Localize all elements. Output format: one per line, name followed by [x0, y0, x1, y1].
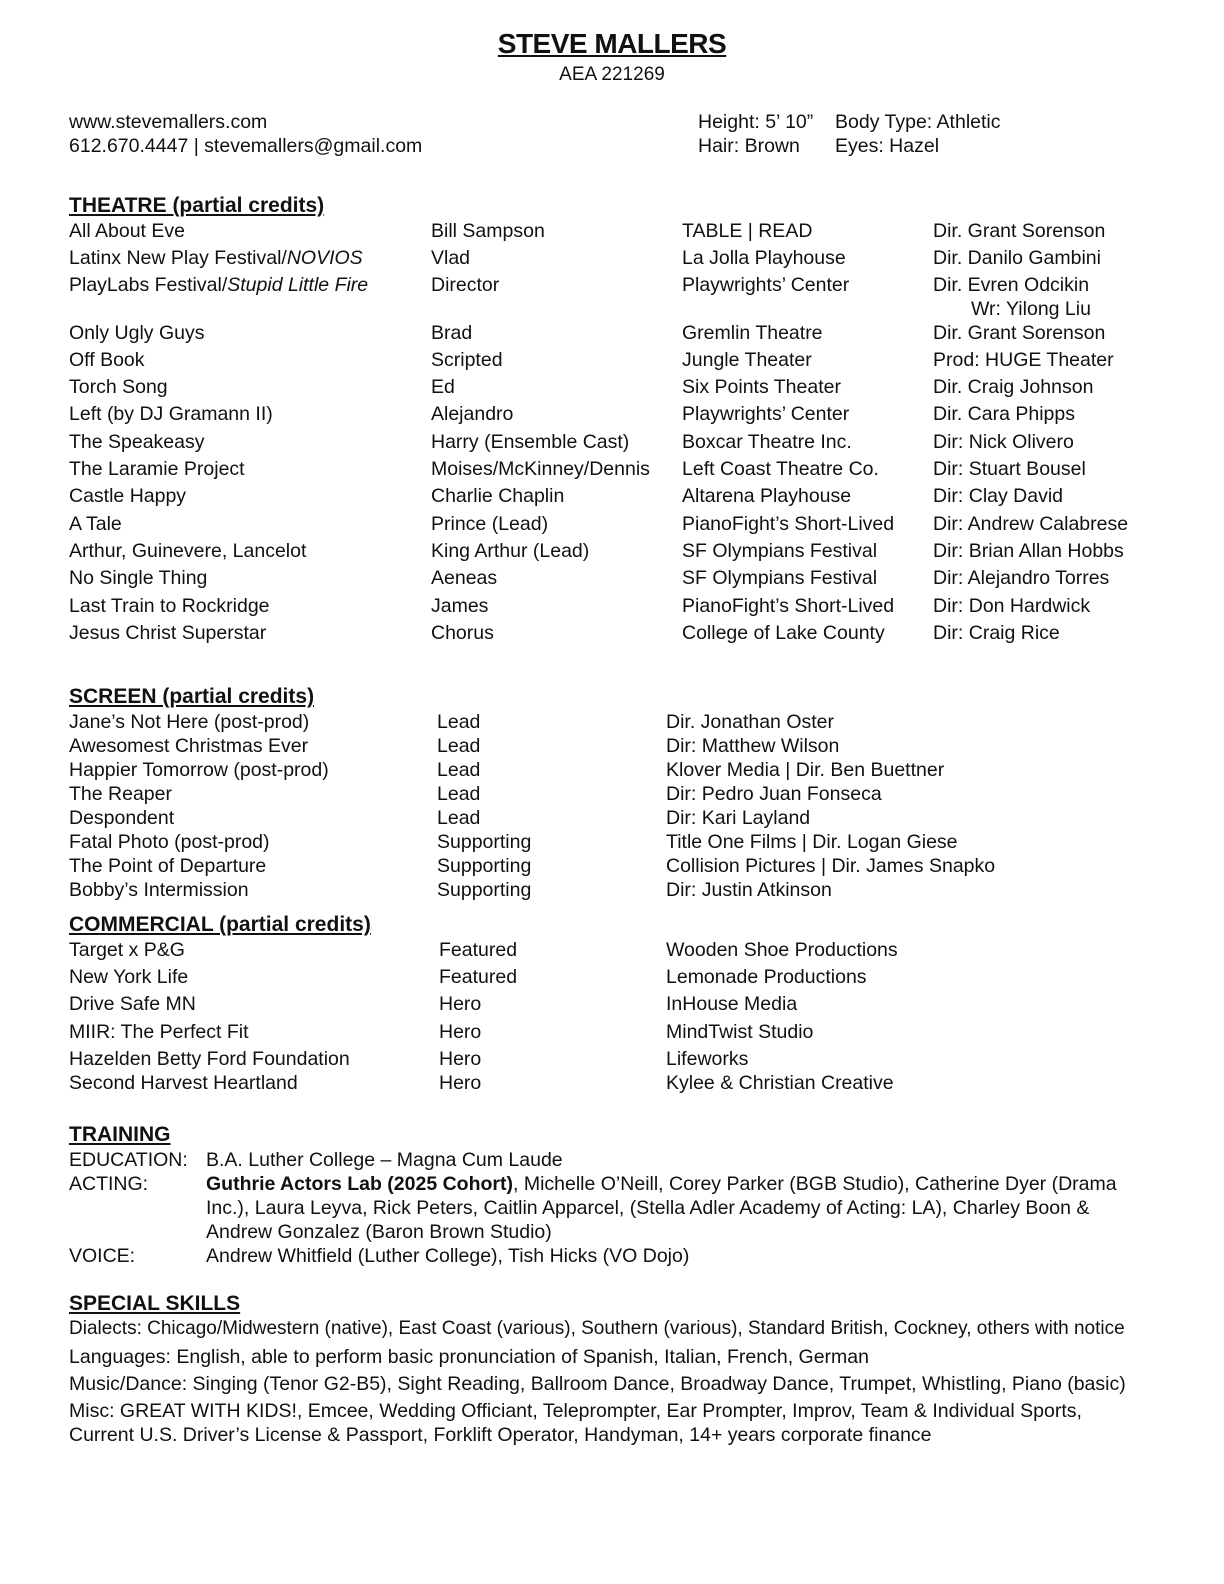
- credit-title: Target x P&G: [69, 939, 185, 961]
- credit-title: [69, 246, 363, 270]
- credit-title: Drive Safe MN: [69, 993, 196, 1015]
- website-link[interactable]: www.stevemallers.com: [69, 111, 268, 133]
- credit-title: Jane’s Not Here (post-prod): [69, 711, 310, 733]
- commercial-row: [0, 965, 1224, 991]
- credit-role: Scripted: [431, 349, 503, 371]
- credit-role: Featured: [439, 939, 518, 961]
- credit-role: Charlie Chaplin: [431, 485, 565, 507]
- credit-venue: Playwrights’ Center: [682, 274, 850, 296]
- credit-director: Dir. Jonathan Oster: [666, 711, 834, 733]
- credit-title-prefix: PlayLabs Festival/: [69, 274, 228, 296]
- skills-heading: SPECIAL SKILLS: [69, 1292, 241, 1315]
- screen-row: [0, 710, 1224, 736]
- credit-title: Left (by DJ Gramann II): [69, 403, 273, 425]
- hair-stat: Hair: Brown: [698, 135, 800, 157]
- credit-title: Hazelden Betty Ford Foundation: [69, 1048, 350, 1070]
- credit-title: The Point of Departure: [69, 855, 267, 877]
- commercial-heading: COMMERCIAL (partial credits): [69, 913, 371, 936]
- commercial-row: [0, 1020, 1224, 1046]
- credit-venue: PianoFight’s Short-Lived: [682, 595, 895, 617]
- credit-role: Ed: [431, 376, 455, 398]
- credit-venue: Altarena Playhouse: [682, 485, 852, 507]
- credit-director: Title One Films | Dir. Logan Giese: [666, 831, 958, 853]
- theatre-row: [0, 273, 1224, 321]
- credit-director: Dir. Grant Sorenson: [933, 322, 1106, 344]
- credit-venue: SF Olympians Festival: [682, 567, 878, 589]
- credit-role: Hero: [439, 1021, 482, 1043]
- training-heading: TRAINING: [69, 1123, 171, 1146]
- theatre-row: [0, 348, 1224, 374]
- theatre-row: [0, 539, 1224, 565]
- credit-company: Wooden Shoe Productions: [666, 939, 898, 961]
- credit-role: Brad: [431, 322, 473, 344]
- credit-director: Prod: HUGE Theater: [933, 349, 1114, 371]
- theatre-row: [0, 402, 1224, 428]
- voice-label: VOICE:: [69, 1245, 136, 1267]
- acting-rest: , Michelle O’Neill, Corey Parker (BGB Studio), Catherine Dyer (Drama Inc.), Laura Leyva, Rick Peters, Caitlin Apparcel, (Stella Adler Academy of Acting: LA), Charley Boon & Andrew Gonzalez (Baron Brown Studio): [206, 1173, 1117, 1243]
- credit-title: A Tale: [69, 513, 122, 535]
- credit-company: Lifeworks: [666, 1048, 749, 1070]
- credit-title: Happier Tomorrow (post-prod): [69, 759, 329, 781]
- credit-venue: PianoFight’s Short-Lived: [682, 513, 895, 535]
- credit-role: Director: [431, 274, 500, 296]
- credit-role: Alejandro: [431, 403, 514, 425]
- credit-title-prefix: Latinx New Play Festival/: [69, 247, 287, 269]
- theatre-row: [0, 246, 1224, 272]
- credit-director: Dir. Cara Phipps: [933, 403, 1075, 425]
- body-type-stat: Body Type: Athletic: [835, 111, 1001, 133]
- actor-name: STEVE MALLERS: [497, 28, 727, 59]
- credit-title: Awesomest Christmas Ever: [69, 735, 309, 757]
- credit-title: Second Harvest Heartland: [69, 1072, 298, 1094]
- screen-row: [0, 734, 1224, 760]
- credit-title-italic: NOVIOS: [286, 247, 363, 269]
- credit-director: Collision Pictures | Dir. James Snapko: [666, 855, 996, 877]
- credit-role: Lead: [437, 711, 481, 733]
- credit-title: The Speakeasy: [69, 431, 205, 453]
- credit-role: Supporting: [437, 855, 532, 877]
- screen-row: [0, 854, 1224, 880]
- theatre-row: [0, 594, 1224, 620]
- credit-company: Kylee & Christian Creative: [666, 1072, 894, 1094]
- credit-title: [69, 273, 368, 297]
- credit-role: Hero: [439, 993, 482, 1015]
- skill-music-dance: Music/Dance: Singing (Tenor G2-B5), Sight Reading, Ballroom Dance, Broadway Dance, Trumpet, Whistling, Piano (basic): [69, 1373, 1126, 1395]
- credit-title: No Single Thing: [69, 567, 208, 589]
- theatre-row: [0, 321, 1224, 347]
- commercial-row: [0, 992, 1224, 1018]
- skill-misc: Misc: GREAT WITH KIDS!, Emcee, Wedding Officiant, Teleprompter, Ear Prompter, Improv, Team & Individual Sports, Current U.S. Driver’s License & Passport, Forklift Operator, Handyman, 14+ years corporate finance: [69, 1400, 1082, 1446]
- credit-venue: College of Lake County: [682, 622, 885, 644]
- credit-venue: Gremlin Theatre: [682, 322, 823, 344]
- credit-title: Fatal Photo (post-prod): [69, 831, 270, 853]
- credit-venue: TABLE | READ: [682, 220, 813, 242]
- credit-venue: SF Olympians Festival: [682, 540, 878, 562]
- credit-title: Jesus Christ Superstar: [69, 622, 267, 644]
- credit-director: Dir: Andrew Calabrese: [933, 513, 1129, 535]
- credit-title: Bobby’s Intermission: [69, 879, 249, 901]
- credit-role: Hero: [439, 1072, 482, 1094]
- union-number: AEA 221269: [559, 64, 665, 85]
- credit-role: Aeneas: [431, 567, 498, 589]
- credit-role: King Arthur (Lead): [431, 540, 590, 562]
- credit-role: Harry (Ensemble Cast): [431, 431, 630, 453]
- screen-row: [0, 830, 1224, 856]
- credit-role: Moises/McKinney/Dennis: [431, 458, 650, 480]
- credit-venue: Six Points Theater: [682, 376, 841, 398]
- theatre-row: [0, 484, 1224, 510]
- credit-venue: Playwrights’ Center: [682, 403, 850, 425]
- credit-director: Dir: Matthew Wilson: [666, 735, 840, 757]
- credit-director: Dir: Nick Olivero: [933, 431, 1074, 453]
- credit-director: Dir. Danilo Gambini: [933, 247, 1101, 269]
- credit-title: Torch Song: [69, 376, 168, 398]
- credit-writer: Wr: Yilong Liu: [971, 298, 1091, 320]
- commercial-row: [0, 1047, 1224, 1073]
- credit-title: Only Ugly Guys: [69, 322, 205, 344]
- theatre-row: [0, 621, 1224, 647]
- theatre-row: [0, 430, 1224, 456]
- screen-heading: SCREEN (partial credits): [69, 685, 315, 708]
- credit-role: Supporting: [437, 831, 532, 853]
- credit-role: Chorus: [431, 622, 494, 644]
- credit-title: Despondent: [69, 807, 175, 829]
- skill-languages: Languages: English, able to perform basic pronunciation of Spanish, Italian, French, German: [69, 1346, 869, 1368]
- credit-director: Dir: Stuart Bousel: [933, 458, 1086, 480]
- contact-info[interactable]: 612.670.4447 | stevemallers@gmail.com: [69, 135, 423, 157]
- credit-role: Lead: [437, 783, 481, 805]
- credit-title: MIIR: The Perfect Fit: [69, 1021, 249, 1043]
- screen-row: [0, 782, 1224, 808]
- education-label: EDUCATION:: [69, 1149, 188, 1171]
- credit-title: Arthur, Guinevere, Lancelot: [69, 540, 307, 562]
- screen-row: [0, 758, 1224, 784]
- credit-director: Dir. Grant Sorenson: [933, 220, 1106, 242]
- credit-venue: Jungle Theater: [682, 349, 812, 371]
- credit-director: Dir: Alejandro Torres: [933, 567, 1110, 589]
- acting-label: ACTING:: [69, 1173, 149, 1195]
- credit-director: Dir: Clay David: [933, 485, 1064, 507]
- acting-highlight: Guthrie Actors Lab (2025 Cohort): [206, 1173, 513, 1195]
- theatre-row: [0, 375, 1224, 401]
- credit-title: Last Train to Rockridge: [69, 595, 270, 617]
- credit-director: Dir. Evren Odcikin: [933, 274, 1090, 296]
- screen-row: [0, 878, 1224, 904]
- credit-venue: La Jolla Playhouse: [682, 247, 846, 269]
- credit-role: Prince (Lead): [431, 513, 549, 535]
- credit-director: Dir: Justin Atkinson: [666, 879, 832, 901]
- commercial-row: [0, 1071, 1224, 1097]
- credit-role: Lead: [437, 759, 481, 781]
- credit-title: All About Eve: [69, 220, 185, 242]
- credit-title: The Laramie Project: [69, 458, 245, 480]
- theatre-row: [0, 457, 1224, 483]
- credit-director: Dir: Kari Layland: [666, 807, 811, 829]
- credit-role: Featured: [439, 966, 518, 988]
- skill-dialects: Dialects: Chicago/Midwestern (native), East Coast (various), Southern (various), Standard British, Cockney, others with notice: [69, 1318, 1125, 1339]
- credit-title-italic: Stupid Little Fire: [227, 274, 369, 296]
- credit-role: James: [431, 595, 489, 617]
- credit-company: Lemonade Productions: [666, 966, 867, 988]
- credit-director: Dir: Don Hardwick: [933, 595, 1091, 617]
- theatre-heading: THEATRE (partial credits): [69, 194, 325, 217]
- credit-director: Klover Media | Dir. Ben Buettner: [666, 759, 945, 781]
- credit-role: Hero: [439, 1048, 482, 1070]
- voice-value: Andrew Whitfield (Luther College), Tish Hicks (VO Dojo): [206, 1245, 690, 1267]
- commercial-row: [0, 938, 1224, 964]
- theatre-row: [0, 512, 1224, 538]
- credit-venue: Left Coast Theatre Co.: [682, 458, 879, 480]
- credit-venue: Boxcar Theatre Inc.: [682, 431, 852, 453]
- credit-director: Dir. Craig Johnson: [933, 376, 1094, 398]
- education-value: B.A. Luther College – Magna Cum Laude: [206, 1149, 563, 1171]
- credit-title: The Reaper: [69, 783, 172, 805]
- eyes-stat: Eyes: Hazel: [835, 135, 940, 157]
- credit-role: Lead: [437, 735, 481, 757]
- credit-title: New York Life: [69, 966, 189, 988]
- credit-title: Off Book: [69, 349, 145, 371]
- credit-role: Lead: [437, 807, 481, 829]
- theatre-row: [0, 219, 1224, 245]
- screen-row: [0, 806, 1224, 832]
- acting-value: [206, 1172, 1156, 1244]
- theatre-row: [0, 566, 1224, 592]
- credit-role: Supporting: [437, 879, 532, 901]
- credit-director: Dir: Brian Allan Hobbs: [933, 540, 1124, 562]
- height-stat: Height: 5’ 10”: [698, 111, 814, 133]
- credit-director: Dir: Craig Rice: [933, 622, 1060, 644]
- credit-company: MindTwist Studio: [666, 1021, 814, 1043]
- credit-role: Vlad: [431, 247, 471, 269]
- credit-director: Dir: Pedro Juan Fonseca: [666, 783, 882, 805]
- credit-title: Castle Happy: [69, 485, 187, 507]
- credit-company: InHouse Media: [666, 993, 798, 1015]
- credit-role: Bill Sampson: [431, 220, 545, 242]
